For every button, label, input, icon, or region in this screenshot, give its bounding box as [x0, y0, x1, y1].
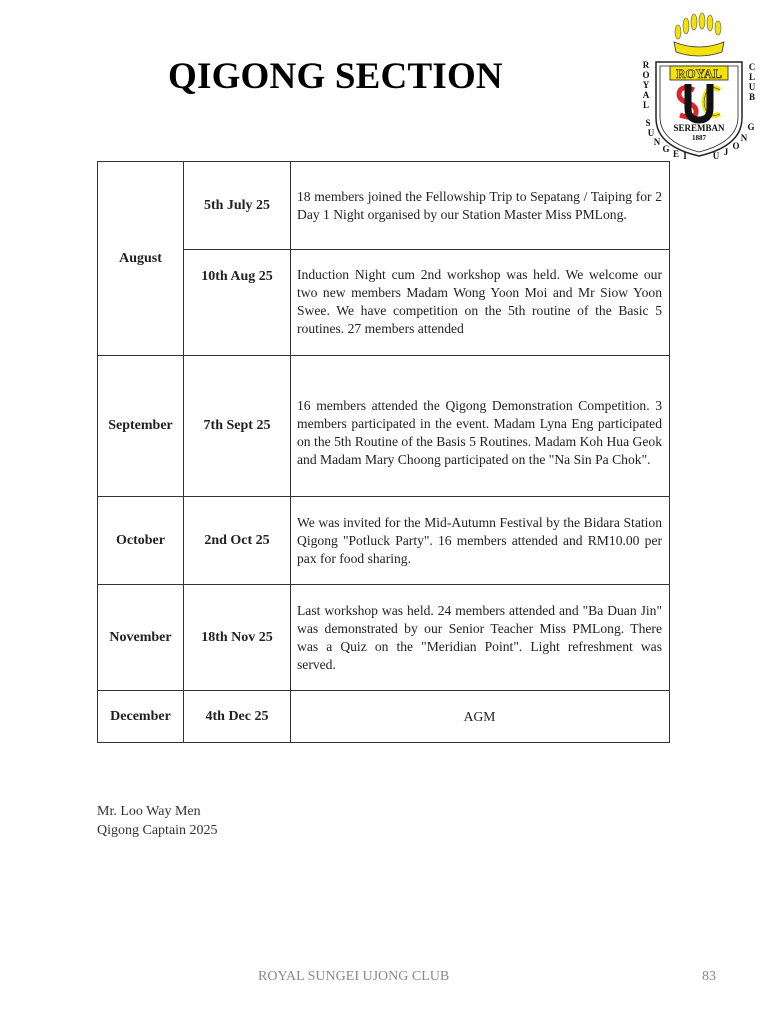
svg-text:U: U — [712, 151, 720, 160]
page-title: QIGONG SECTION — [168, 56, 503, 97]
month-cell: October — [98, 497, 184, 585]
month-cell: December — [98, 691, 184, 743]
svg-text:L: L — [642, 100, 650, 110]
table-row — [98, 250, 670, 356]
svg-text:Y: Y — [642, 80, 650, 90]
club-logo — [636, 10, 762, 160]
svg-text:R: R — [642, 60, 650, 70]
svg-text:E: E — [672, 149, 680, 159]
date-cell: 5th July 25 — [184, 162, 291, 250]
signatory-role: Qigong Captain 2025 — [97, 823, 218, 838]
svg-text:U: U — [748, 82, 756, 92]
description-cell: We was invited for the Mid-Autumn Festival by the Bidara Station Qigong "Potluck Party". 16 members attended and RM10.00 per pax for food sharing. — [291, 497, 670, 585]
footer-text: ROYAL SUNGEI UJONG CLUB — [258, 969, 450, 984]
date-cell: 4th Dec 25 — [184, 691, 291, 743]
svg-text:N: N — [653, 137, 661, 147]
crown-icon — [674, 13, 724, 56]
svg-text:N: N — [740, 133, 748, 143]
svg-text:J: J — [723, 147, 729, 157]
month-cell: August — [98, 162, 184, 356]
month-cell: November — [98, 585, 184, 691]
svg-text:B: B — [748, 92, 756, 102]
svg-text:O: O — [732, 141, 740, 151]
svg-text:SEREMBAN: SEREMBAN — [673, 123, 725, 133]
date-cell: 2nd Oct 25 — [184, 497, 291, 585]
svg-text:G: G — [747, 122, 755, 132]
svg-text:A: A — [642, 90, 650, 100]
svg-text:G: G — [662, 144, 670, 154]
svg-text:O: O — [642, 70, 650, 80]
signature-block — [97, 802, 218, 840]
svg-text:ROYAL: ROYAL — [676, 66, 722, 81]
svg-text:C: C — [748, 62, 756, 72]
table-row — [98, 691, 670, 743]
description-cell: Last workshop was held. 24 members attended and "Ba Duan Jin" was demonstrated by our Senior Teacher Miss PMLong. There was a Quiz on the "Meridian Point". Light refreshment was served. — [291, 585, 670, 691]
description-cell: AGM — [291, 691, 670, 743]
date-cell: 7th Sept 25 — [184, 356, 291, 497]
activity-table — [97, 161, 670, 743]
svg-text:L: L — [748, 72, 756, 82]
signatory-name: Mr. Loo Way Men — [97, 804, 201, 819]
description-cell: 16 members attended the Qigong Demonstration Competition. 3 members participated in the event. Madam Lyna Eng participated on the 5th Routine of the Basis 5 Routines. Madam Koh Hua Geok and Madam Mary Choong participated on the "Na Sin Pa Chok". — [291, 356, 670, 497]
table-row — [98, 497, 670, 585]
description-cell: Induction Night cum 2nd workshop was held. We welcome our two new members Madam Wong Yoon Moi and Mr Siow Yoon Swee. We have competition on the 5th routine of the Basic 5 routines. 27 members attended — [291, 250, 670, 356]
date-cell: 18th Nov 25 — [184, 585, 291, 691]
description-cell: 18 members joined the Fellowship Trip to Sepatang / Taiping for 2 Day 1 Night organised by our Station Master Miss PMLong. — [291, 162, 670, 250]
svg-text:1887: 1887 — [692, 134, 706, 142]
page-number: 83 — [702, 969, 716, 984]
table-row — [98, 162, 670, 250]
date-cell: 10th Aug 25 — [184, 250, 291, 356]
month-cell: September — [98, 356, 184, 497]
svg-text:U: U — [647, 128, 655, 138]
table-row — [98, 585, 670, 691]
table-row — [98, 356, 670, 497]
svg-text:S: S — [645, 118, 651, 128]
svg-text:I: I — [683, 151, 687, 160]
